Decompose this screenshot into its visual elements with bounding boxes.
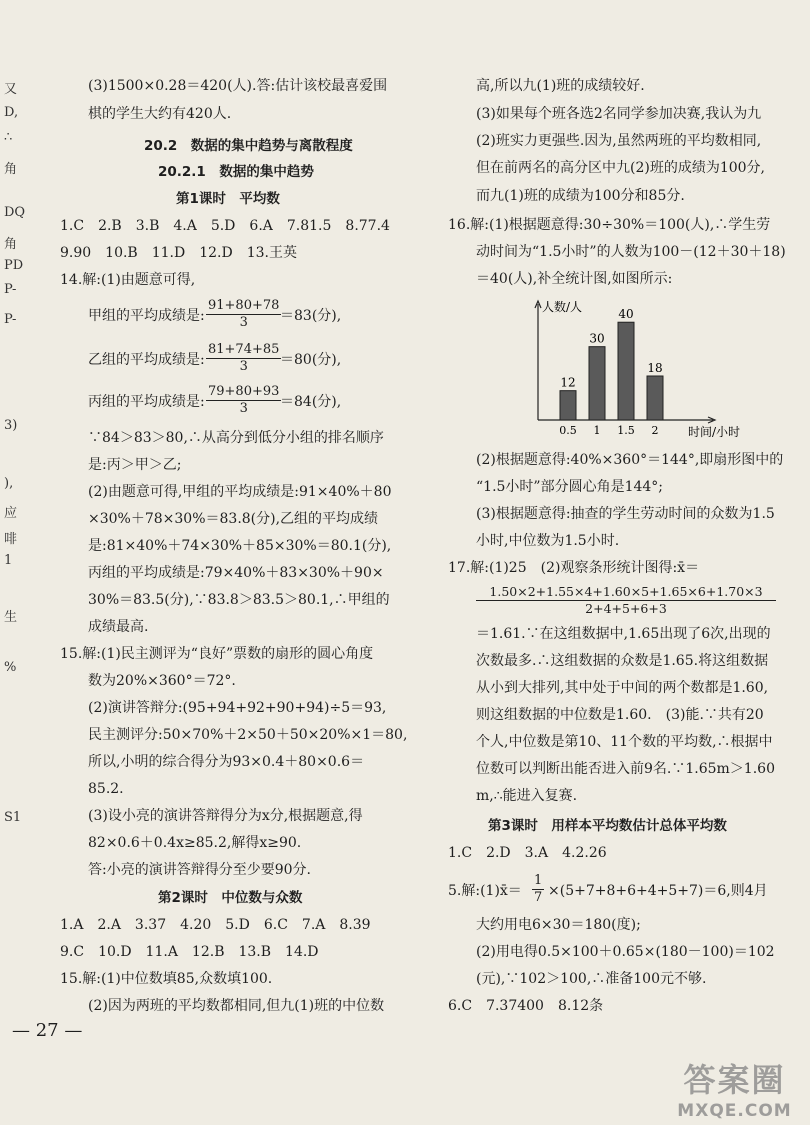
fraction xyxy=(532,873,544,906)
problem-16: 16.解:(1)根据题意得:30÷30%＝100(人),∴学生劳 xyxy=(448,217,771,233)
fraction xyxy=(206,384,281,417)
fraction-numerator: 79+80+93 xyxy=(208,384,280,399)
gutter-text: P- xyxy=(4,282,17,297)
y-axis-label: 人数/人 xyxy=(542,300,583,314)
text-line: (2)用电得0.5×100＋0.65×(180－100)＝102 xyxy=(476,944,775,960)
subsection-heading: 20.2.1 数据的集中趋势 xyxy=(158,164,314,180)
bar xyxy=(560,391,576,420)
text-line: (元),∵102＞100,∴准备100元不够. xyxy=(476,971,707,987)
fraction-denominator: 2+4+5+6+3 xyxy=(585,601,667,616)
text-line: 民主测评分:50×70%＋2×50＋50×20%×1＝80, xyxy=(88,727,408,743)
gutter-text: P- xyxy=(4,312,17,327)
text-line: m,∴能进入复赛. xyxy=(476,788,578,804)
gutter-text: 角 xyxy=(4,162,18,177)
text-line: (3)设小亮的演讲答辩得分为x分,根据题意,得 xyxy=(88,808,363,824)
problem-5: 5.解:(1)x̄＝ xyxy=(448,883,522,899)
watermark-text: 答案圈 xyxy=(683,1061,786,1099)
bar xyxy=(647,376,663,420)
text-line: 次数最多.∴这组数据的众数是1.65.将这组数据 xyxy=(476,653,769,669)
text-line: (2)班实力更强些.因为,虽然两班的平均数相同, xyxy=(476,133,762,149)
section-heading: 20.2 数据的集中趋势与离散程度 xyxy=(144,138,353,154)
text-line: “1.5小时”部分圆心角是144°; xyxy=(476,479,664,495)
text-line: 是:丙＞甲＞乙; xyxy=(88,457,182,473)
text-line: 甲组的平均成绩是: xyxy=(88,308,205,324)
fraction-denominator: 3 xyxy=(239,359,248,374)
text-line: 大约用电6×30＝180(度); xyxy=(476,917,641,933)
bar-value-label: 40 xyxy=(618,307,634,322)
problem-14: 14.解:(1)由题意可得, xyxy=(60,272,196,288)
answer-key-line: 9.90 10.B 11.D 12.D 13.王英 xyxy=(60,245,297,261)
x-tick-label: 1.5 xyxy=(617,424,635,437)
gutter-text: 啡 xyxy=(4,532,18,547)
text-line: 而九(1)班的成绩为100分和85分. xyxy=(476,188,685,204)
text-line: (2)演讲答辩分:(95+94+92+90+94)÷5＝93, xyxy=(88,700,387,716)
text-line: ＝83(分), xyxy=(280,308,342,324)
answer-key-line: 6.C 7.37400 8.12条 xyxy=(448,998,604,1014)
gutter-text: % xyxy=(4,660,17,675)
bar xyxy=(589,347,605,420)
page-number: — 27 — xyxy=(12,1020,83,1041)
fraction xyxy=(206,298,281,331)
text-line: (3)1500×0.28＝420(人).答:估计该校最喜爱围 xyxy=(88,78,388,94)
text-line: 从小到大排列,其中处于中间的两个数都是1.60, xyxy=(476,680,769,696)
text-line: (3)如果每个班各选2名同学参加决赛,我认为九 xyxy=(476,106,762,122)
text-line: 乙组的平均成绩是: xyxy=(88,352,205,368)
gutter-text: ), xyxy=(4,476,14,491)
text-line: ＝84(分), xyxy=(280,394,342,410)
text-line: ∵84＞83＞80,∴从高分到低分小组的排名顺序 xyxy=(88,430,384,446)
gutter-text: 又 xyxy=(4,82,18,97)
bar-value-label: 18 xyxy=(647,361,663,375)
text-line: 成绩最高. xyxy=(88,619,149,635)
page-number-value: 27 xyxy=(35,1020,59,1041)
text-line: ×30%＋78×30%＝83.8(分),乙组的平均成绩 xyxy=(88,511,379,527)
x-tick-label: 1 xyxy=(593,424,601,437)
text-line: 是:81×40%＋74×30%＋85×30%＝80.1(分), xyxy=(88,538,392,554)
fraction-numerator: 91+80+78 xyxy=(208,298,280,313)
lesson-heading: 第1课时 平均数 xyxy=(176,191,280,207)
text-line: 丙组的平均成绩是:79×40%＋83×30%＋90× xyxy=(88,565,384,581)
text-line: 30%＝83.5(分),∵83.8＞83.5＞80.1,∴甲组的 xyxy=(88,592,390,608)
x-axis-label: 时间/小时 xyxy=(688,425,741,439)
gutter-text: PD xyxy=(4,258,24,273)
gutter-text: 生 xyxy=(4,610,18,625)
gutter-text: 应 xyxy=(4,506,18,521)
answer-key-line: 1.A 2.A 3.37 4.20 5.D 6.C 7.A 8.39 xyxy=(60,917,371,933)
text-line: 答:小亮的演讲答辩得分至少要90分. xyxy=(88,862,311,878)
gutter-text: D, xyxy=(4,105,19,120)
problem-17: 17.解:(1)25 (2)观察条形统计图得:x̄＝ xyxy=(448,560,700,576)
text-line: 高,所以九(1)班的成绩较好. xyxy=(476,78,645,94)
gutter-text: 角 xyxy=(4,237,18,252)
fraction xyxy=(206,342,281,375)
text-line: (3)根据题意得:抽查的学生劳动时间的众数为1.5 xyxy=(476,506,775,522)
x-tick-label: 0.5 xyxy=(559,424,577,437)
bar-value-label: 30 xyxy=(589,331,605,346)
answer-key-line: 9.C 10.D 11.A 12.B 13.B 14.D xyxy=(60,944,319,960)
watermark-url: MXQE.COM xyxy=(677,1101,792,1121)
problem-15-second: 15.解:(1)中位数填85,众数填100. xyxy=(60,971,273,987)
text-line: ＝40(人),补全统计图,如图所示: xyxy=(476,271,673,287)
gutter-text: 3) xyxy=(4,418,18,433)
text-line: 所以,小明的综合得分为93×0.4＋80×0.6＝ xyxy=(88,754,365,770)
text-line: 则这组数据的中位数是1.60. (3)能.∵共有20 xyxy=(476,707,764,723)
text-line: 82×0.6＋0.4x≥85.2,解得x≥90. xyxy=(88,835,302,851)
answer-key-line: 1.C 2.B 3.B 4.A 5.D 6.A 7.81.5 8.77.4 xyxy=(60,218,390,234)
text-line: 85.2. xyxy=(88,781,124,797)
text-line: (2)由题意可得,甲组的平均成绩是:91×40%＋80 xyxy=(88,484,392,500)
fraction-17 xyxy=(476,584,776,617)
gutter-fragments xyxy=(0,0,26,1125)
text-line: ＝1.61.∵在这组数据中,1.65出现了6次,出现的 xyxy=(476,626,771,642)
fraction-denominator: 7 xyxy=(534,890,543,905)
bar xyxy=(618,322,634,420)
gutter-text: 1 xyxy=(4,553,13,568)
watermark-logo xyxy=(667,1055,802,1121)
text-line: 动时间为“1.5小时”的人数为100－(12＋30＋18) xyxy=(476,244,786,260)
text-line: 数为20%×360°＝72°. xyxy=(88,673,236,689)
gutter-text: ∴ xyxy=(4,130,13,145)
lesson-heading: 第3课时 用样本平均数估计总体平均数 xyxy=(488,818,727,834)
text-line: 个人,中位数是第10、11个数的平均数,∴根据中 xyxy=(476,734,773,750)
text-line: 但在前两名的高分区中九(2)班的成绩为100分, xyxy=(476,160,766,176)
bar-value-label: 12 xyxy=(560,375,576,390)
answer-key-line: 1.C 2.D 3.A 4.2.26 xyxy=(448,845,607,861)
text-line: 棋的学生大约有420人. xyxy=(88,106,232,122)
text-line: 丙组的平均成绩是: xyxy=(88,394,205,410)
text-line: 位数可以判断出能否进入前9名.∵1.65m＞1.60 xyxy=(476,761,775,777)
fraction-numerator: 1 xyxy=(534,873,543,888)
text-line: (2)根据题意得:40%×360°＝144°,即扇形图中的 xyxy=(476,452,784,468)
text-line: 小时,中位数为1.5小时. xyxy=(476,533,620,549)
lesson-heading: 第2课时 中位数与众数 xyxy=(158,890,303,906)
gutter-text: DQ xyxy=(4,205,26,220)
text-line: (2)因为两班的平均数都相同,但九(1)班的中位数 xyxy=(88,998,385,1014)
x-tick-label: 2 xyxy=(651,424,659,437)
text-line: ×(5+7+8+6+4+5+7)＝6,则4月 xyxy=(548,883,768,899)
fraction-numerator: 1.50×2+1.55×4+1.60×5+1.65×6+1.70×3 xyxy=(476,584,776,601)
fraction-denominator: 3 xyxy=(239,315,248,330)
fraction-numerator: 81+74+85 xyxy=(208,342,280,357)
fraction-denominator: 3 xyxy=(239,401,248,416)
bar-chart xyxy=(508,296,768,446)
problem-15: 15.解:(1)民主测评为“良好”票数的扇形的圆心角度 xyxy=(60,646,374,662)
gutter-text: S1 xyxy=(4,810,22,825)
text-line: ＝80(分), xyxy=(280,352,342,368)
